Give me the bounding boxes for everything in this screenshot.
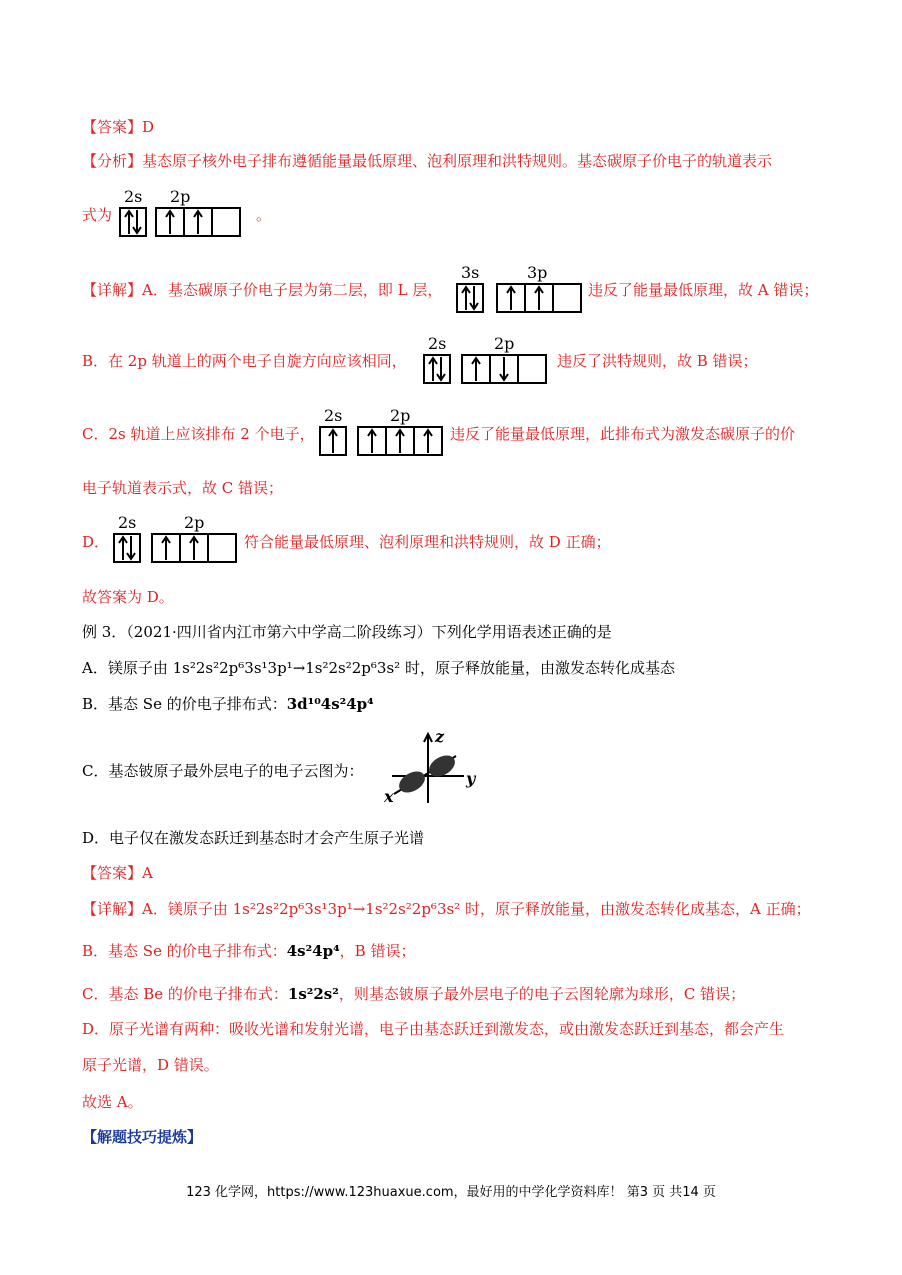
example3-title bbox=[82, 622, 612, 642]
orbital-label-2s: 2s bbox=[118, 513, 137, 532]
detail2-b bbox=[82, 941, 415, 961]
electron-cloud-diagram bbox=[378, 728, 488, 812]
detail-label: 【详解】 bbox=[82, 281, 143, 299]
detail2-c bbox=[82, 984, 745, 1004]
detail1-c-tail bbox=[450, 424, 795, 444]
orbital-diagram-correct bbox=[118, 186, 248, 246]
detail2-b-pre: B．基态 Se 的价电子排布式： bbox=[82, 942, 287, 960]
analysis-label: 【分析】 bbox=[82, 152, 143, 170]
detail2-a bbox=[82, 899, 811, 919]
orbital-label-2p: 2p bbox=[170, 187, 191, 206]
detail2-a-pre: A．镁原子由 bbox=[142, 900, 233, 918]
conclusion-2 bbox=[82, 1092, 143, 1112]
orbital-diagram-b bbox=[422, 333, 552, 393]
detail2-b-config: 4s²4p⁴ bbox=[286, 942, 340, 960]
orbital-diagram-c bbox=[318, 405, 448, 465]
answer2-label: 【答案】 bbox=[82, 864, 143, 882]
detail2-d-cont bbox=[82, 1055, 219, 1075]
detail1-b-text: B．在 2p 轨道上的两个电子自旋方向应该相同， bbox=[82, 352, 407, 370]
detail2-c-pre: C．基态 Be 的价电子排布式： bbox=[82, 985, 288, 1003]
detail1-d bbox=[82, 532, 109, 552]
y-axis-label: y bbox=[466, 769, 476, 788]
detail2-b-post: ，B 错误； bbox=[339, 942, 416, 960]
answer-1 bbox=[82, 117, 154, 137]
orbital-label-3s: 3s bbox=[461, 263, 480, 282]
detail2-d bbox=[82, 1019, 784, 1039]
orbital-svg bbox=[118, 186, 248, 242]
detail1-c bbox=[82, 424, 315, 444]
detail1-a bbox=[82, 280, 442, 300]
detail1-a-text: A．基态碳原子价电子层为第二层，即 L 层， bbox=[142, 281, 443, 299]
option-d-text: D．电子仅在激发态跃迁到基态时才会产生原子光谱 bbox=[82, 829, 425, 847]
orbital-svg-c bbox=[318, 405, 448, 461]
analysis-cont bbox=[82, 205, 112, 225]
z-axis-label: z bbox=[435, 728, 445, 746]
answer-label: 【答案】 bbox=[82, 118, 143, 136]
orbital-svg-a bbox=[455, 262, 585, 318]
tips-heading bbox=[82, 1127, 202, 1147]
detail1-c-text: C．2s 轨道上应该排布 2 个电子， bbox=[82, 425, 315, 443]
conclusion-2-text: 故选 A。 bbox=[82, 1093, 143, 1111]
x-axis-label: x bbox=[384, 787, 394, 806]
example3-option-a bbox=[82, 658, 675, 678]
option-b-config: 3d¹⁰4s²4p⁴ bbox=[286, 695, 374, 713]
detail1-c-tail-text: 违反了能量最低原理，此排布式为激发态碳原子的价 bbox=[450, 425, 796, 443]
option-c-pre: C．基态铍原子最外层电子的电子云图为： bbox=[82, 762, 364, 780]
orbital-svg-d bbox=[112, 512, 242, 568]
answer2-value: A bbox=[142, 864, 153, 882]
detail1-b-tail bbox=[557, 351, 758, 371]
orbital-svg-b bbox=[422, 333, 552, 389]
analysis-line bbox=[82, 151, 772, 171]
footer-text: 123 化学网，https://www.123huaxue.com，最好用的中学化学资料库！ 第3 页 共14 页 bbox=[186, 1185, 716, 1200]
detail1-b-tail-text: 违反了洪特规则，故 B 错误； bbox=[557, 352, 758, 370]
orbital-label-3p: 3p bbox=[527, 263, 548, 282]
option-b-pre: B．基态 Se 的价电子排布式： bbox=[82, 695, 287, 713]
detail1-a-tail bbox=[588, 280, 818, 300]
detail1-d-text: D． bbox=[82, 533, 110, 551]
detail2-d-text: D．原子光谱有两种：吸收光谱和发射光谱，电子由基态跃迁到激发态，或由激发态跃迁到基态，都会产生 bbox=[82, 1020, 785, 1038]
answer-2 bbox=[82, 863, 153, 883]
answer-value: D bbox=[142, 118, 155, 136]
detail1-d-tail bbox=[244, 532, 611, 552]
detail2-a-config: 1s²2s²2p⁶3s¹3p¹→1s²2s²2p⁶3s² bbox=[232, 900, 461, 918]
detail2-c-post: ，则基态铍原子最外层电子的电子云图轮廓为球形，C 错误； bbox=[338, 985, 746, 1003]
detail2-c-config: 1s²2s² bbox=[287, 985, 339, 1003]
orbital-label-2p: 2p bbox=[390, 406, 411, 425]
detail2-d-cont-text: 原子光谱，D 错误。 bbox=[82, 1056, 219, 1074]
option-a-post: 时，原子释放能量，由激发态转化成基态 bbox=[400, 659, 675, 677]
page-footer bbox=[0, 1181, 902, 1200]
orbital-label-2s: 2s bbox=[324, 406, 343, 425]
detail1-c-cont bbox=[82, 478, 283, 498]
example3-option-b bbox=[82, 694, 374, 714]
conclusion-1 bbox=[82, 587, 174, 607]
example3-title-text: 例 3．（2021·四川省内江市第六中学高二阶段练习）下列化学用语表述正确的是 bbox=[82, 623, 612, 641]
orbital-label-2p: 2p bbox=[184, 513, 205, 532]
detail2-label: 【详解】 bbox=[82, 900, 143, 918]
conclusion-1-text: 故答案为 D。 bbox=[82, 588, 174, 606]
detail1-a-tail-text: 违反了能量最低原理，故 A 错误； bbox=[588, 281, 819, 299]
option-a-config: 1s²2s²2p⁶3s¹3p¹→1s²2s²2p⁶3s² bbox=[172, 659, 401, 677]
detail1-c-cont-text: 电子轨道表示式，故 C 错误； bbox=[82, 479, 284, 497]
analysis-text: 基态原子核外电子排布遵循能量最低原理、泡利原理和洪特规则。基态碳原子价电子的轨道表示 bbox=[142, 152, 773, 170]
electron-cloud-svg bbox=[378, 728, 488, 808]
option-a-pre: A．镁原子由 bbox=[82, 659, 173, 677]
orbital-diagram-a bbox=[455, 262, 585, 322]
example3-option-c bbox=[82, 761, 363, 781]
orbital-label-2s: 2s bbox=[124, 187, 143, 206]
tips-heading-text: 【解题技巧提炼】 bbox=[82, 1128, 203, 1146]
analysis-cont-text: 式为 bbox=[82, 206, 113, 224]
orbital-label-2p: 2p bbox=[494, 334, 515, 353]
example3-option-d bbox=[82, 828, 424, 848]
detail1-b bbox=[82, 351, 407, 371]
analysis-end bbox=[256, 205, 271, 225]
detail1-d-tail-text: 符合能量最低原理、泡利原理和洪特规则，故 D 正确； bbox=[244, 533, 611, 551]
analysis-end-text: 。 bbox=[256, 206, 272, 224]
orbital-label-2s: 2s bbox=[428, 334, 447, 353]
orbital-diagram-d bbox=[112, 512, 242, 572]
detail2-a-post: 时，原子释放能量，由激发态转化成基态，A 正确； bbox=[460, 900, 811, 918]
